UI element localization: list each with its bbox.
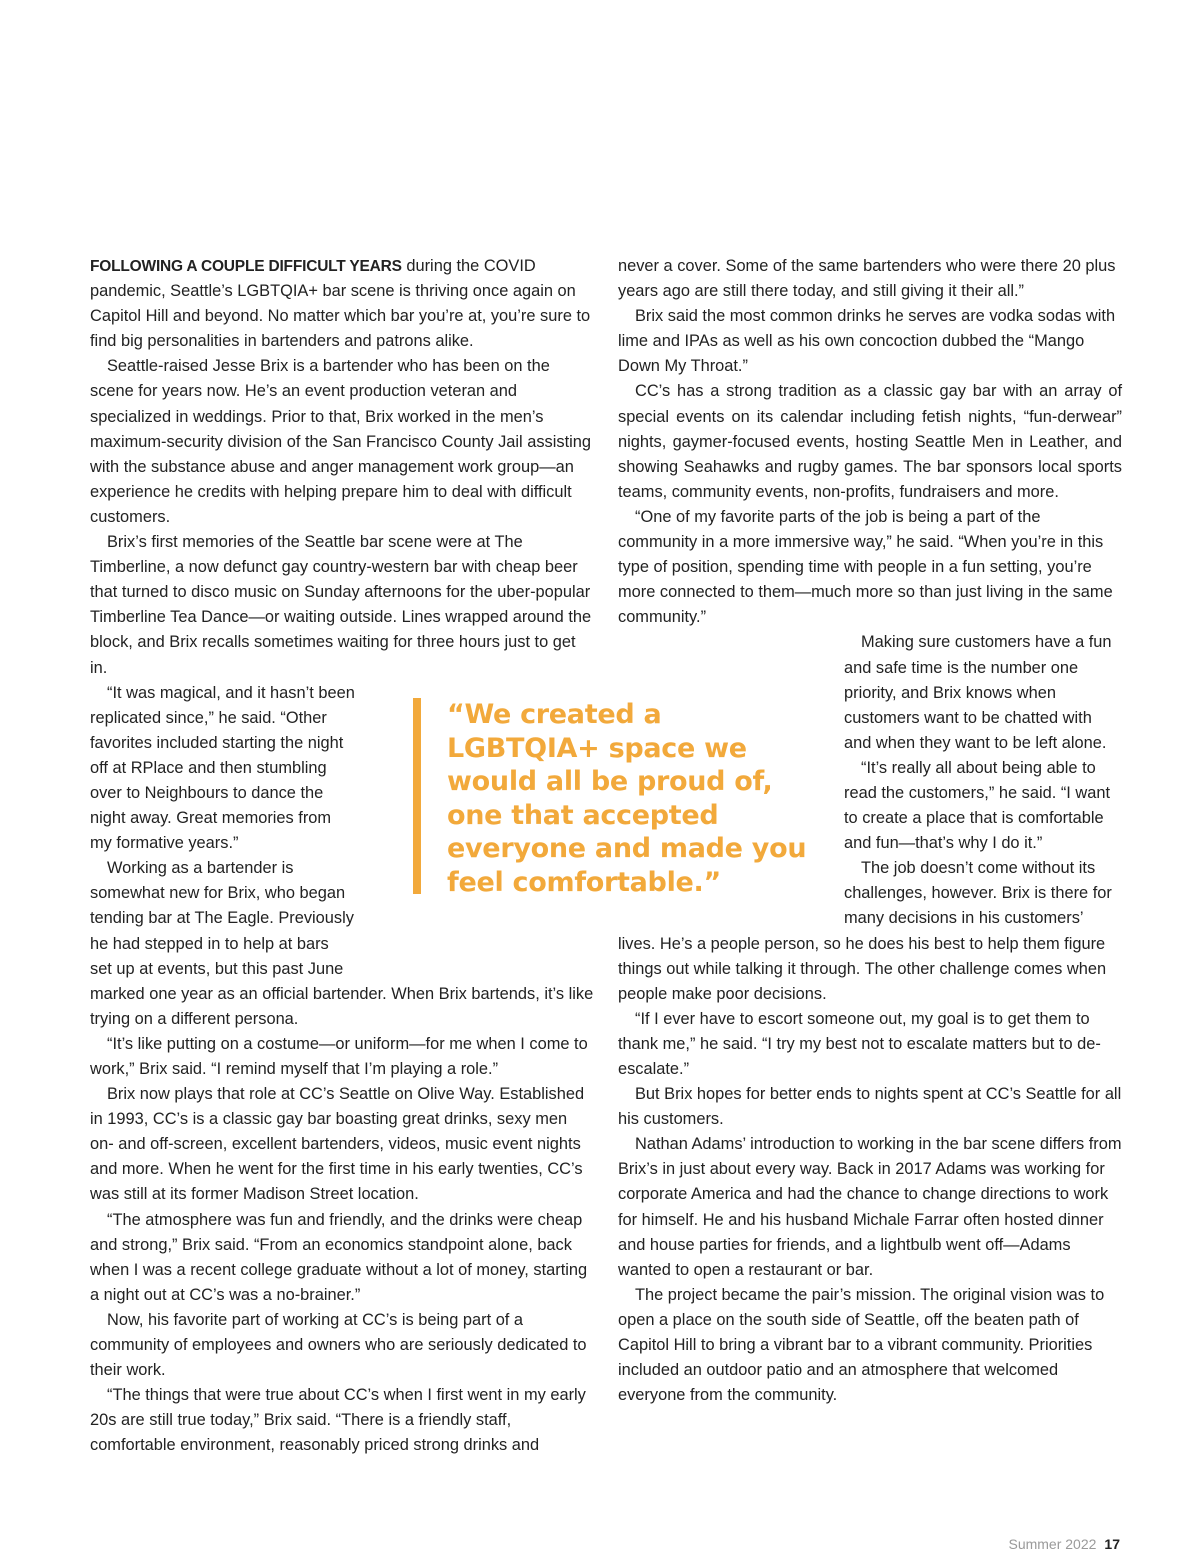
article-paragraph: “The atmosphere was fun and friendly, and the drinks were cheap and strong,” Brix said. “From an economics standpoint alone, back when I was a recent college graduate without a lot of money, starting a night out at CC’s was a no-brainer.” [90, 1210, 588, 1304]
article-paragraph: never a cover. Some of the same bartenders who were there 20 plus years ago are still there today, and still giving it their all.” [618, 257, 1116, 301]
page-footer [1008, 1536, 1120, 1552]
article-paragraph: Making sure customers have a fun and safe time is the number one priority, and Brix knows when customers want to be chatted with and when they want to be left alone. [844, 633, 1112, 752]
article-paragraph: “The things that were true about CC’s when I first went in my early 20s are still true today,” Brix said. “There is a friendly staff, comfortable environment, reasonably priced strong drinks and [90, 1386, 586, 1455]
article-paragraph: Brix’s first memories of the Seattle bar scene were at The Timberline, a now defunct gay country-western bar with cheap beer that turned to disco music on Sunday afternoons for the uber-popular Timberline Tea Dance—or waiting outside. Lines wrapped around the block, and Brix recalls sometimes waiting for three hours just to get in. [90, 533, 592, 677]
page-number: 17 [1104, 1536, 1120, 1552]
pull-quote-text: “We created a LGBTQIA+ space we would all be proud of, one that accepted everyone and made you feel comfortable.” [447, 699, 807, 898]
article-paragraph: The job doesn’t come without its challenges, however. Brix is there for many decisions in his customers’ lives. He’s a people person, so he does his best to help them figure things out while talking it through. The other challenge comes when people make poor decisions. [618, 859, 1112, 1003]
article-paragraph: The project became the pair’s mission. The original vision was to open a place on the south side of Seattle, off the beaten path of Capitol Hill to bring a vibrant bar to a vibrant community. Priorities included an outdoor patio and an atmosphere that welcomed everyone from the community. [618, 1285, 1105, 1405]
article-paragraph: “One of my favorite parts of the job is being a part of the community in a more immersive way,” he said. “When you’re in this type of position, spending time with people in a fun setting, you’re more connected to them—much more so than just living in the same community.” [618, 507, 1113, 627]
article-paragraph: FOLLOWING A COUPLE DIFFICULT YEARS during the COVID pandemic, Seattle’s LGBTQIA+ bar scene is thriving once again on Capitol Hill and beyond. No matter which bar you’re at, you’re sure to find big personalities in bartenders and patrons alike. [90, 257, 591, 351]
article-paragraph: “It’s like putting on a costume—or uniform—for me when I come to work,” Brix said. “I remind myself that I’m playing a role.” [90, 1034, 588, 1078]
issue-label: Summer 2022 [1008, 1536, 1097, 1552]
pull-quote [413, 698, 813, 898]
article-paragraph: Now, his favorite part of working at CC’s is being part of a community of employees and owners who are seriously dedicated to their work. [90, 1310, 587, 1380]
article-paragraph: Working as a bartender is somewhat new for Brix, who began tending bar at The Eagle. Previously he had stepped in to help at bars set up at events, but this past June marked one year as an official bartender. When Brix bartends, it’s like trying on a different persona. [90, 859, 594, 1028]
article-paragraph: Nathan Adams’ introduction to working in the bar scene differs from Brix’s in just about every way. Back in 2017 Adams was working for corporate America and had the chance to change directions to work for himself. He and his husband Michale Farrar often hosted dinner and house parties for friends, and a lightbulb went off—Adams wanted to open a restaurant or bar. [618, 1135, 1122, 1279]
article-paragraph: CC’s has a strong tradition as a classic gay bar with an array of special events on its calendar including fetish nights, “fun-derwear” nights, gaymer-focused events, hosting Seattle Men in Leather, and showing Seahawks and rugby games. The bar sponsors local sports teams, community events, non-profits, fundraisers and more. [618, 382, 1122, 501]
article-paragraph: “If I ever have to escort someone out, my goal is to get them to thank me,” he said. “I try my best not to escalate matters but to de-escalate.” [618, 1009, 1101, 1078]
article-paragraph: Brix said the most common drinks he serves are vodka sodas with lime and IPAs as well as his own concoction dubbed the “Mango Down My Throat.” [618, 307, 1116, 376]
article-paragraph: But Brix hopes for better ends to nights spent at CC’s Seattle for all his customers. [618, 1085, 1122, 1129]
article-paragraph: “It’s really all about being able to read the customers,” he said. “I want to create a place that is comfortable and fun—that’s why I do it.” [844, 758, 1111, 853]
article-paragraph: Brix now plays that role at CC’s Seattle on Olive Way. Established in 1993, CC’s is a classic gay bar boasting great drinks, sexy men on- and off-screen, excellent bartenders, videos, music event nights and more. When he went for the first time in his early twenties, CC’s was still at its former Madison Street location. [90, 1085, 585, 1204]
article-paragraph: Seattle-raised Jesse Brix is a bartender who has been on the scene for years now. He’s an event production veteran and specialized in weddings. Prior to that, Brix worked in the men’s maximum-security division of the San Francisco County Jail assisting with the substance abuse and anger management work group—an experience he credits with helping prepare him to deal with difficult customers. [90, 357, 592, 526]
lead-in-caps: FOLLOWING A COUPLE DIFFICULT YEARS [90, 258, 402, 275]
article-paragraph: “It was magical, and it hasn’t been replicated since,” he said. “Other favorites included starting the night off at RPlace and then stumbling over to Neighbours to dance the night away. Great memories from my formative years.” [90, 683, 355, 853]
